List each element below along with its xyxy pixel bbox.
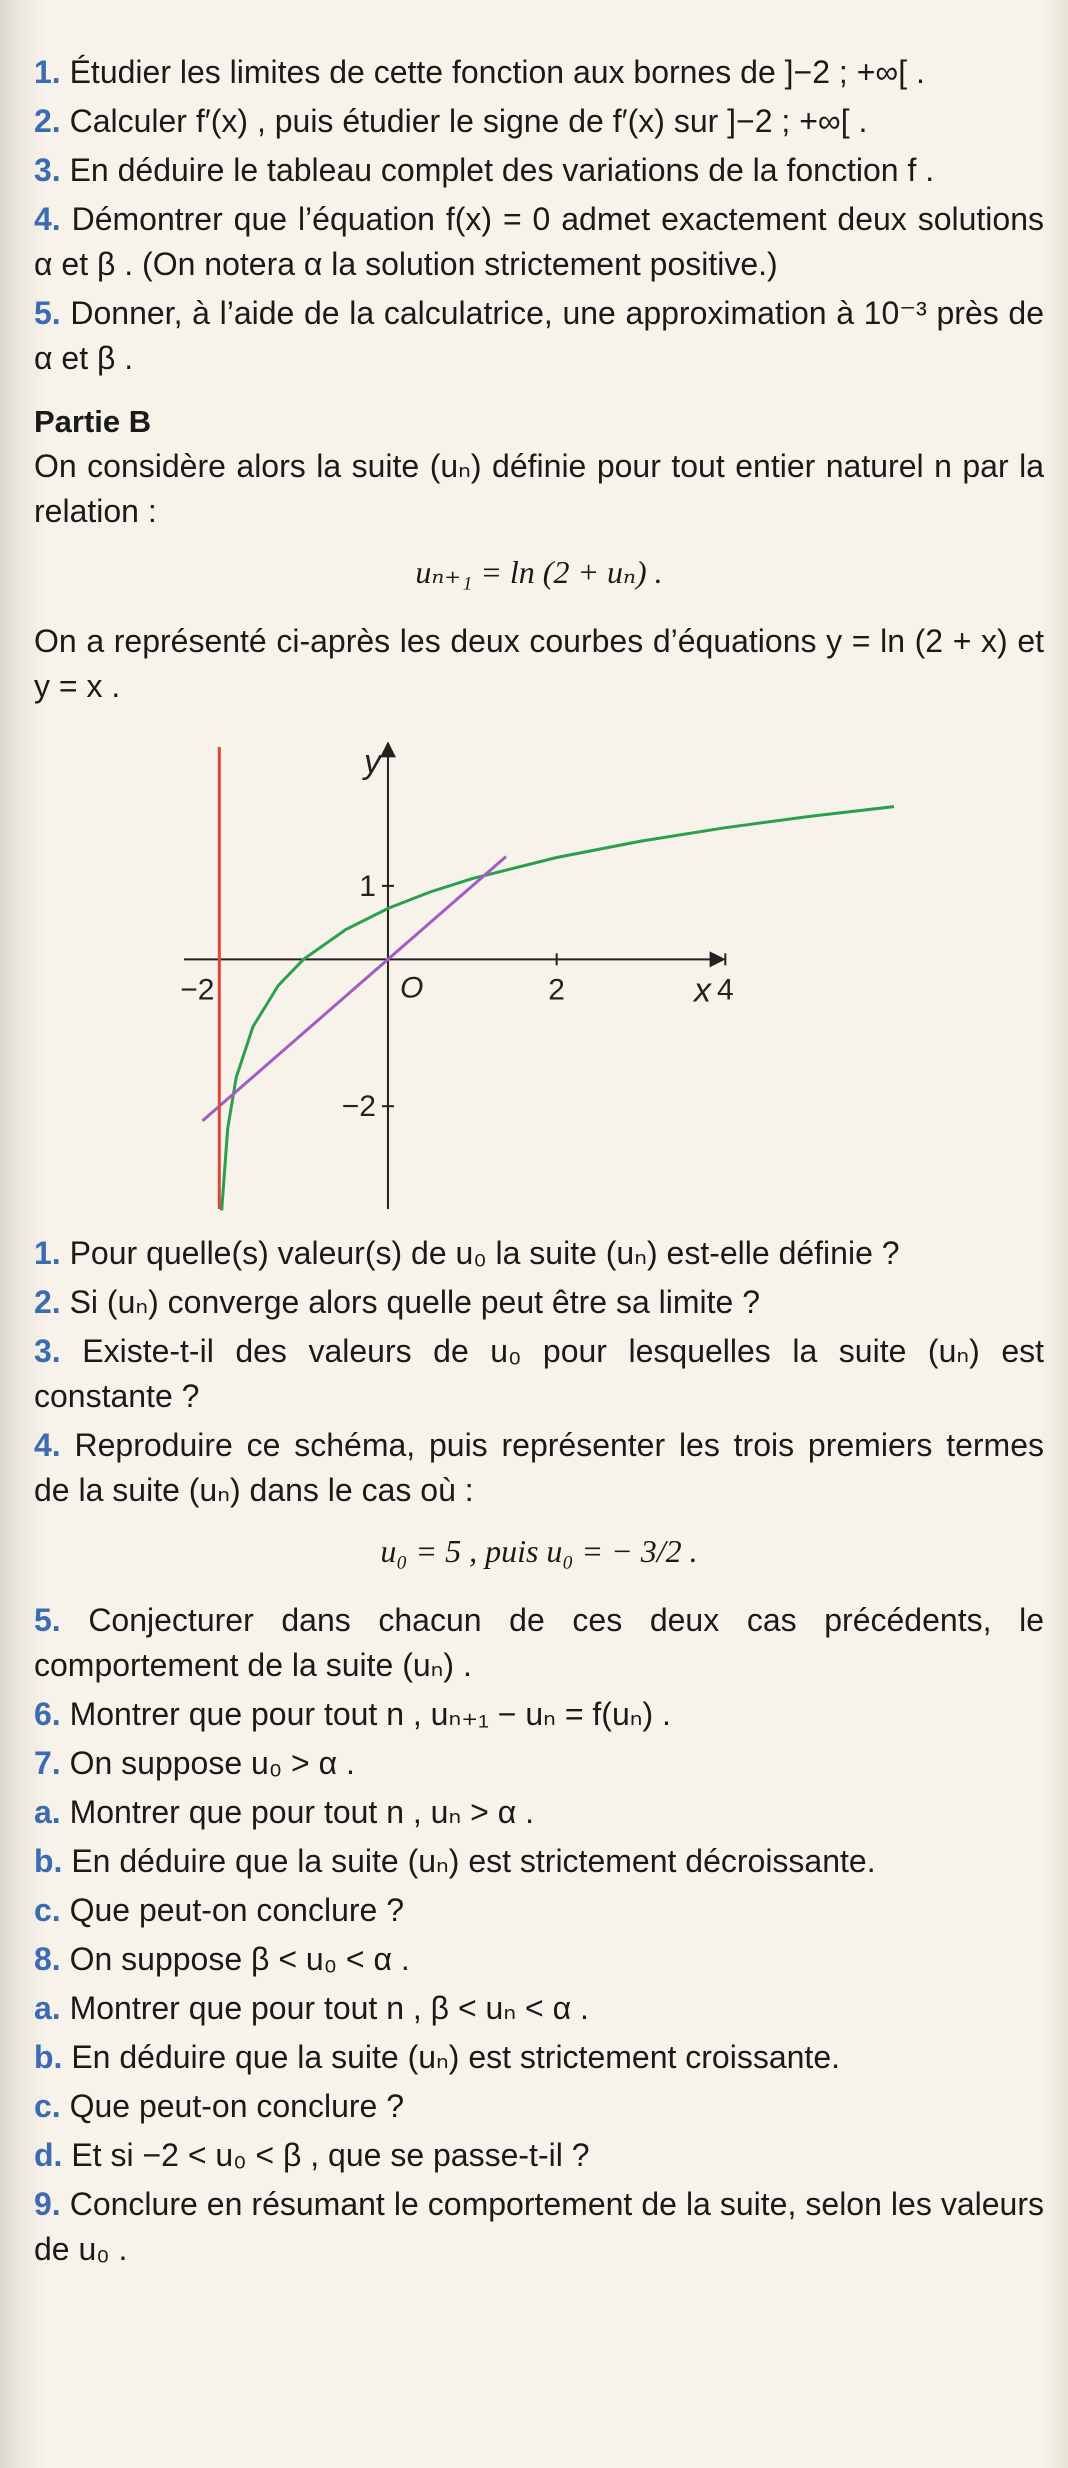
- part-b-questions: [34, 1231, 1044, 2272]
- question-b7: 7. On suppose u₀ > α .: [34, 1745, 355, 1781]
- graph-intro: On a représenté ci-après les deux courbes d’équations y = ln (2 + x) et y = x .: [34, 623, 1044, 704]
- exercise-column: [34, 50, 1044, 2276]
- initial-values: u₀ = 5 , puis u₀ = − 3/2 .: [380, 1533, 698, 1569]
- function-graph: [34, 729, 1044, 1219]
- question-a3: 3. En déduire le tableau complet des variations de la fonction f .: [34, 152, 935, 188]
- question-b7b: b. En déduire que la suite (uₙ) est strictement décroissante.: [34, 1843, 876, 1879]
- question-b8: 8. On suppose β < u₀ < α .: [34, 1941, 410, 1977]
- question-b1: 1. Pour quelle(s) valeur(s) de u₀ la suite (uₙ) est-elle définie ?: [34, 1235, 900, 1271]
- curve-ln-2-plus-x: [220, 807, 894, 1209]
- question-a1: 1. Étudier les limites de cette fonction aux bornes de ]−2 ; +∞[ .: [34, 54, 925, 90]
- question-a2: 2. Calculer f′(x) , puis étudier le signe de f′(x) sur ]−2 ; +∞[ .: [34, 103, 868, 139]
- x-tick-label: 4: [716, 973, 734, 1007]
- question-b8d: d. Et si −2 < u₀ < β , que se passe-t-il ?: [34, 2137, 590, 2173]
- part-b-title: Partie B: [34, 404, 152, 439]
- part-a-questions: [34, 50, 1044, 381]
- x-axis-label: x: [694, 971, 711, 1010]
- question-b6: 6. Montrer que pour tout n , uₙ₊₁ − uₙ = f(uₙ) .: [34, 1696, 671, 1732]
- x-tick-label: −2: [180, 973, 215, 1007]
- question-b5: 5. Conjecturer dans chacun de ces deux cas précédents, le comportement de la suite (uₙ) .: [34, 1602, 1044, 1683]
- question-b2: 2. Si (uₙ) converge alors quelle peut être sa limite ?: [34, 1284, 760, 1320]
- question-b9: 9. Conclure en résumant le comportement de la suite, selon les valeurs de u₀ .: [34, 2186, 1045, 2267]
- question-b7c: c. Que peut-on conclure ?: [34, 1892, 405, 1928]
- question-a5: 5. Donner, à l’aide de la calculatrice, une approximation à 10⁻³ près de α et β .: [34, 295, 1045, 376]
- question-b8b: b. En déduire que la suite (uₙ) est strictement croissante.: [34, 2039, 840, 2075]
- question-b8c: c. Que peut-on conclure ?: [34, 2088, 405, 2124]
- y-axis-label: y: [363, 743, 381, 781]
- graph-svg: [34, 729, 1044, 1219]
- question-b3: 3. Existe-t-il des valeurs de u₀ pour lesquelles la suite (uₙ) est constante ?: [34, 1333, 1045, 1414]
- origin-label: O: [399, 971, 424, 1005]
- y-tick-label: 1: [359, 869, 376, 903]
- axes: [184, 743, 725, 1209]
- part-b-intro: On considère alors la suite (uₙ) définie pour tout entier naturel n par la relation :: [34, 448, 1044, 529]
- line-y-equals-x: [202, 857, 506, 1124]
- x-tick-label: 2: [548, 973, 565, 1007]
- question-a4: 4. Démontrer que l’équation f(x) = 0 admet exactement deux solutions α et β . (On notera α la solution strictement positive.): [34, 201, 1045, 282]
- question-b4: 4. Reproduire ce schéma, puis représenter les trois premiers termes de la suite (uₙ) dans le cas où :: [34, 1427, 1045, 1508]
- recurrence-relation: uₙ₊₁ = ln (2 + uₙ) .: [415, 554, 663, 590]
- y-tick-label: −2: [341, 1090, 376, 1124]
- question-b8a: a. Montrer que pour tout n , β < uₙ < α .: [34, 1990, 589, 2026]
- question-b7a: a. Montrer que pour tout n , uₙ > α .: [34, 1794, 534, 1830]
